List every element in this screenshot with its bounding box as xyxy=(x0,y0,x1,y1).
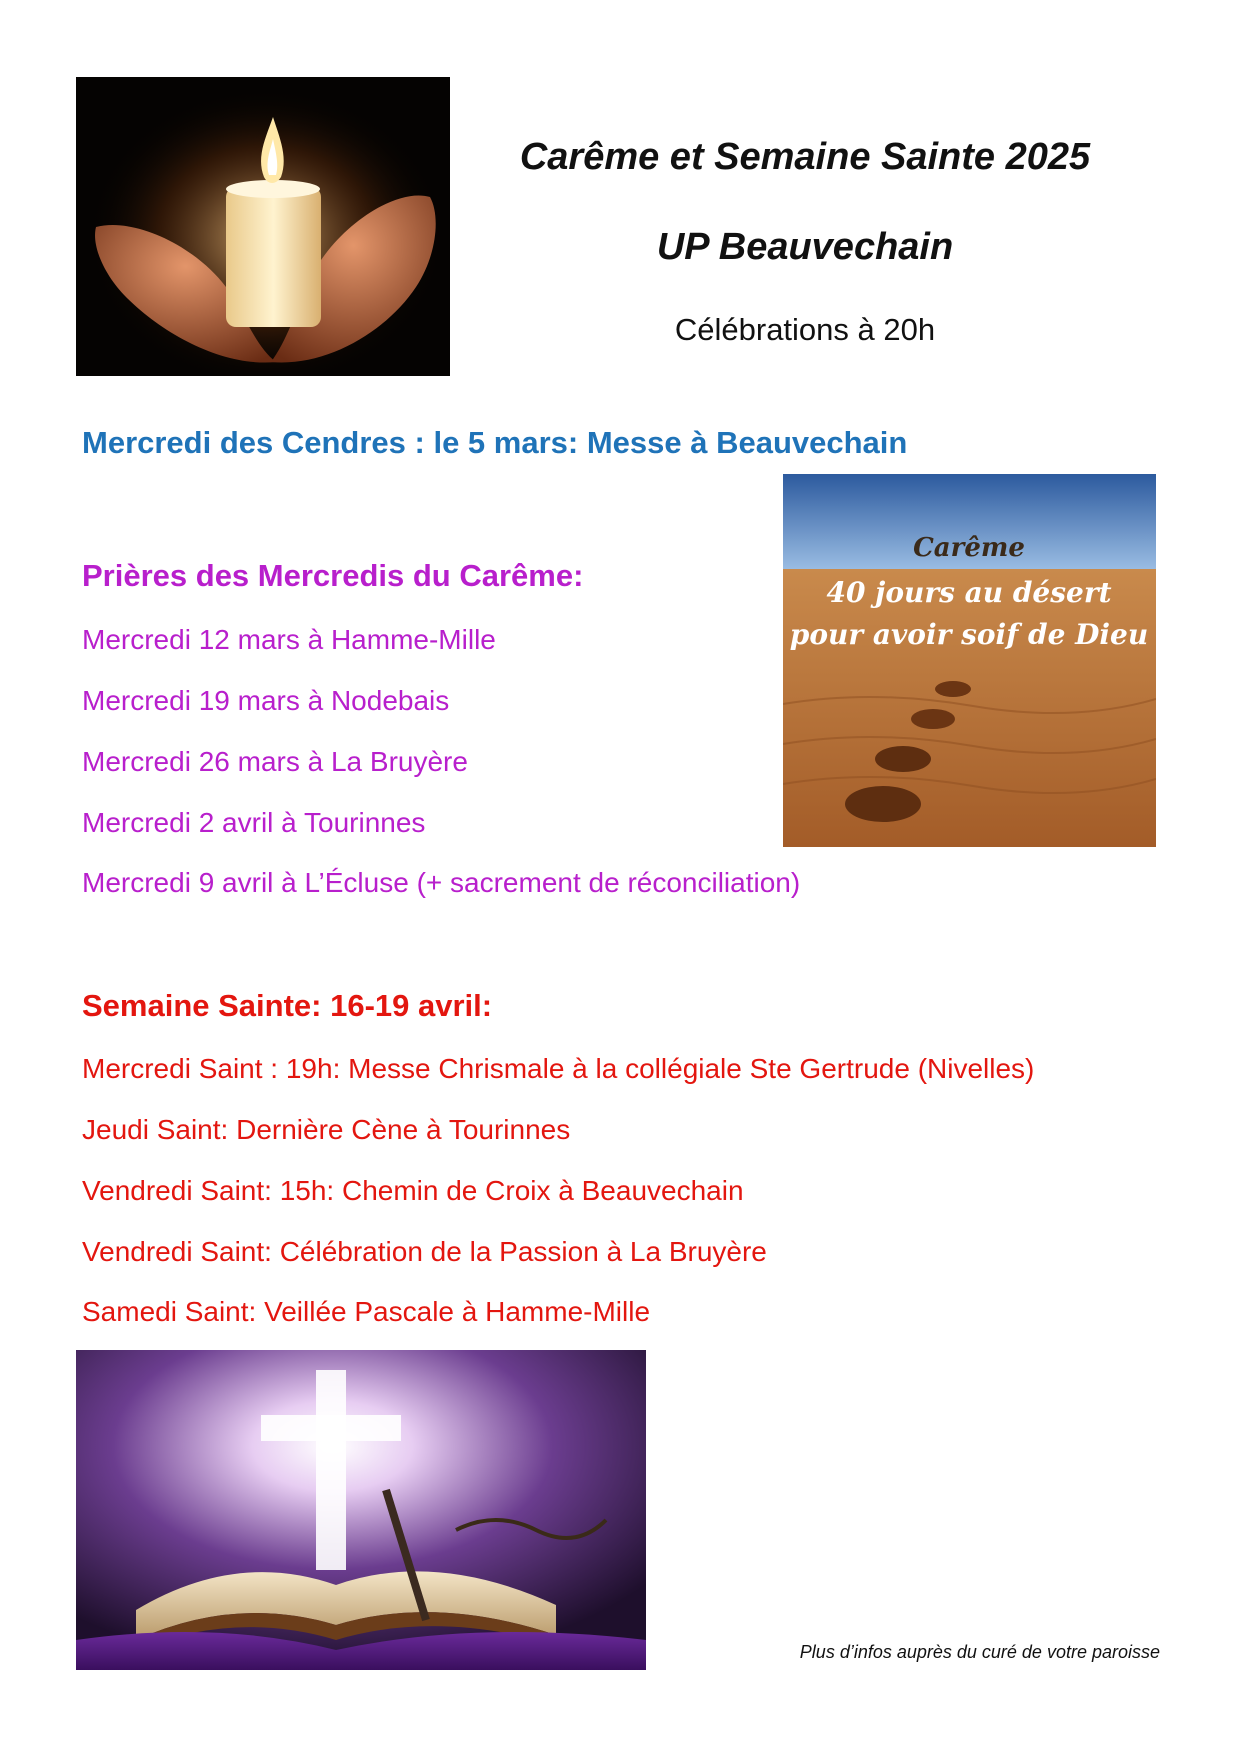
holy-week-item: Jeudi Saint: Dernière Cène à Tourinnes xyxy=(82,1114,571,1145)
lent-prayer-item: Mercredi 2 avril à Tourinnes xyxy=(82,807,426,838)
time-note: Célébrations à 20h xyxy=(674,312,936,347)
desert-text-line1: Carême xyxy=(913,533,1025,563)
holy-week-item: Vendredi Saint: 15h: Chemin de Croix à Beauvechain xyxy=(82,1175,744,1206)
desert-text-line3: pour avoir soif de Dieu xyxy=(789,618,1149,651)
footer-note: Plus d’infos auprès du curé de votre paroisse xyxy=(799,1642,1160,1662)
page-title: Carême et Semaine Sainte 2025 xyxy=(519,136,1091,178)
page-subtitle: UP Beauvechain xyxy=(656,226,954,268)
lent-prayer-item: Mercredi 12 mars à Hamme-Mille xyxy=(82,624,496,655)
lent-prayer-item: Mercredi 26 mars à La Bruyère xyxy=(82,746,468,777)
lent-prayers-heading: Prières des Mercredis du Carême: xyxy=(82,558,584,593)
lent-prayer-item: Mercredi 19 mars à Nodebais xyxy=(82,685,450,716)
holy-week-item: Samedi Saint: Veillée Pascale à Hamme-Mille xyxy=(82,1296,651,1327)
candle-hands-image xyxy=(76,77,450,376)
lent-prayer-item: Mercredi 9 avril à L’Écluse (+ sacrement de réconciliation) xyxy=(82,867,801,898)
desert-text-line2: 40 jours au désert xyxy=(826,576,1112,609)
holy-week-item: Mercredi Saint : 19h: Messe Chrismale à la collégiale Ste Gertrude (Nivelles) xyxy=(82,1053,1035,1084)
holy-week-heading: Semaine Sainte: 16-19 avril: xyxy=(82,988,493,1023)
ash-wednesday-line: Mercredi des Cendres : le 5 mars: Messe à Beauvechain xyxy=(82,425,908,460)
cross-bible-image xyxy=(76,1350,646,1670)
desert-image xyxy=(783,474,1156,847)
holy-week-item: Vendredi Saint: Célébration de la Passion à La Bruyère xyxy=(82,1236,767,1267)
